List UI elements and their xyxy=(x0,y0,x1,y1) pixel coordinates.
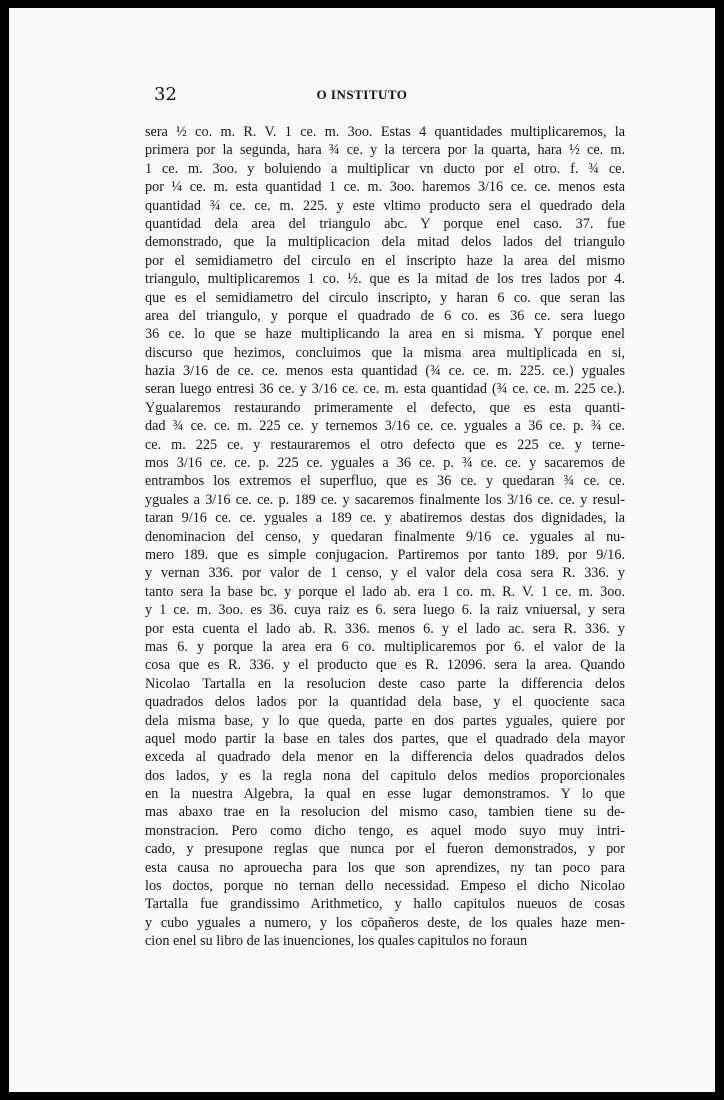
text-line: y 1 ce. m. 3oo. es 36. cuya raiz es 6. sera luego 6. la raiz vniuersal, y sera xyxy=(145,602,625,619)
text-line: quantidad ¾ ce. ce. m. 225. y este vltimo producto sera el quedrado dela xyxy=(145,197,625,214)
text-line: denominacion del censo, y quedaran finalmente 9/16 ce. yguales al nu- xyxy=(145,528,625,545)
text-line: y cubo yguales a numero, y los cōpañeros deste, de los quales haze men- xyxy=(145,914,625,931)
text-line: triangulo, multiplicaremos 1 co. ½. que es la mitad de los tres lados por 4. xyxy=(145,271,625,288)
text-line: mas abaxo trae en la resolucion del mismo caso, tambien tiene su de- xyxy=(145,804,625,821)
text-line: hazia 3/16 de ce. ce. menos esta quantidad (¾ ce. ce. m. 225. ce.) yguales xyxy=(145,363,625,380)
text-line: dela misma base, y lo que queda, parte en dos partes yguales, quiere por xyxy=(145,712,625,729)
text-line: que es el semidiametro del circulo inscripto, y haran 6 co. que seran las xyxy=(145,289,625,306)
text-line: 36 ce. lo que se haze multiplicando la area en si misma. Y porque enel xyxy=(145,326,625,343)
text-line: primera por la segunda, hara ¾ ce. y la tercera por la quarta, hara ½ ce. m. xyxy=(145,142,625,159)
text-line: 1 ce. m. 3oo. y boluiendo a multiplicar vn ducto por el otro. f. ¾ ce. xyxy=(145,160,625,177)
text-line: dos lados, y es la regla nona del capitulo delos medios proporcionales xyxy=(145,767,625,784)
text-line: area del triangulo, y porque el quadrado de 6 co. es 36 ce. sera luego xyxy=(145,307,625,324)
text-line: quantidad dela area del triangulo abc. Y porque enel caso. 37. fue xyxy=(145,215,625,232)
text-line: mas 6. y porque la area era 6 co. multiplicaremos por 6. el valor de la xyxy=(145,638,625,655)
text-line: cado, y presupone reglas que nunca por el fueron demonstrados, y por xyxy=(145,841,625,858)
text-line: mero 189. que es simple conjugacion. Partiremos por tanto 189. por 9/16. xyxy=(145,546,625,563)
text-line: en la nuestra Algebra, la qual en esse lugar demonstramos. Y lo que xyxy=(145,786,625,803)
text-line: seran luego entresi 36 ce. y 3/16 ce. ce. m. esta quantidad (¾ ce. ce. m. 225 ce.). xyxy=(145,381,625,398)
text-line: esta causa no aprouecha para los que son aprendizes, ny tan poco para xyxy=(145,859,625,876)
text-line: y vernan 336. por valor de 1 censo, y el valor dela cosa sera R. 336. y xyxy=(145,565,625,582)
text-line: sera ½ co. m. R. V. 1 ce. m. 3oo. Estas 4 quantidades multiplicaremos, la xyxy=(145,124,625,140)
text-line: monstracion. Pero como dicho tengo, es aquel modo suyo muy intri- xyxy=(145,822,625,839)
book-page xyxy=(9,8,715,1092)
text-line: quadrados delos lados por la quantidad dela base, y el quociente saca xyxy=(145,694,625,711)
text-line: demonstrado, que la multiplicacion dela mitad delos lados del triangulo xyxy=(145,234,625,251)
text-line: Ygualaremos restaurando primeramente el defecto, que es esta quanti- xyxy=(145,399,625,416)
text-line: dad ¾ ce. ce. m. 225 ce. y ternemos 3/16 ce. ce. yguales a 36 ce. p. ¾ ce. xyxy=(145,418,625,435)
text-line: Nicolao Tartalla en la resolucion deste caso parte la differencia delos xyxy=(145,675,625,692)
text-line: cion enel su libro de las inuenciones, los quales capitulos no foraun xyxy=(145,933,528,950)
text-line: entrambos los extremos el superfluo, que es 36 ce. y quedaran ¾ ce. ce. xyxy=(145,473,625,490)
text-line: tanto sera la base bc. y porque el lado ab. era 1 co. m. R. V. 1 ce. m. 3oo. xyxy=(145,583,625,600)
text-line: cosa que es R. 336. y el producto que es R. 12096. sera la area. Quando xyxy=(145,657,625,674)
running-title: O INSTITUTO xyxy=(316,87,408,102)
text-line: yguales a 3/16 ce. ce. p. 189 ce. y sacaremos finalmente los 3/16 ce. ce. y resul- xyxy=(145,491,625,508)
text-line: por esta cuenta el lado ab. R. 336. menos 6. y el lado ac. sera R. 336. y xyxy=(145,620,625,637)
text-line: exceda al quadrado dela menor en la differencia delos quadrados delos xyxy=(145,749,625,766)
text-line: Tartalla fue grandissimo Arithmetico, y hallo capitulos nueuos de cosas xyxy=(145,896,625,913)
text-line: taran 9/16 ce. ce. yguales a 189 ce. y abatiremos destas dos dignidades, la xyxy=(145,510,625,527)
text-line: discurso que hezimos, concluimos que la misma area multiplicada en si, xyxy=(145,344,625,361)
running-header xyxy=(9,84,715,108)
text-line: ce. m. 225 ce. y restauraremos el otro defecto que es 225 ce. y terne- xyxy=(145,436,625,453)
body-text xyxy=(145,123,625,951)
text-line: por el semidiametro del circulo en el inscripto haze la area del mismo xyxy=(145,252,625,269)
page-number: 32 xyxy=(154,84,177,105)
text-line: aquel modo partir la base en tales dos partes, que el quadrado dela mayor xyxy=(145,730,625,747)
text-line: los doctos, porque no ternan dello necessidad. Empeso el dicho Nicolao xyxy=(145,878,625,895)
text-line: por ¼ ce. m. esta quantidad 1 ce. m. 3oo. haremos 3/16 ce. ce. menos esta xyxy=(145,179,625,196)
text-line: mos 3/16 ce. ce. p. 225 ce. yguales a 36 ce. p. ¾ ce. ce. y sacaremos de xyxy=(145,455,625,472)
